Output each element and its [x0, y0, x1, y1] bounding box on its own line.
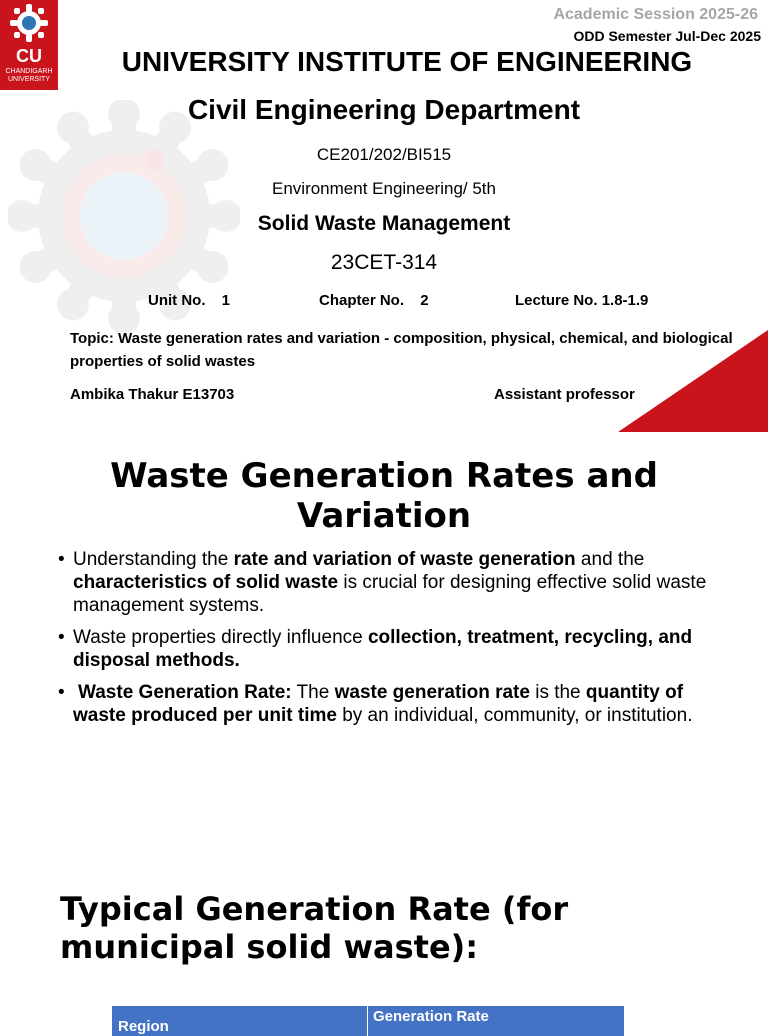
bullet-item: • Waste properties directly influence collection, treatment, recycling, and disposal methods. [58, 627, 693, 671]
bullet-item: • Waste Generation Rate: The waste generation rate is the quantity of waste produced per unit time by an individual, community, or institution. [58, 682, 693, 726]
slide-heading: Waste Generation Rates and Variation [110, 456, 658, 536]
course-name: Solid Waste Management [257, 212, 511, 235]
subject-line: Environment Engineering/ 5th [272, 179, 496, 198]
institute-title: UNIVERSITY INSTITUTE OF ENGINEERING [121, 46, 693, 77]
lecture-topic: Topic: Waste generation rates and variation - composition, physical, chemical, and biological properties of solid wastes [70, 330, 733, 370]
content-slide [0, 432, 768, 1035]
bullet-dot-icon: • [58, 549, 65, 570]
academic-session: Academic Session 2025-26 [553, 6, 758, 23]
author-role: Assistant professor [494, 386, 635, 403]
table-column-divider [367, 1006, 368, 1036]
unit-value: 1 [221, 292, 231, 309]
chapter-number [319, 292, 429, 309]
bullet-list [58, 548, 718, 736]
chapter-label: Chapter No. [319, 292, 405, 309]
course-code: 23CET-314 [330, 251, 438, 274]
table-header-region: Region [118, 1018, 169, 1035]
logo-subtext: CHANDIGARH UNIVERSITY [5, 68, 53, 83]
bullet-dot-icon: • [58, 682, 65, 703]
unit-number [148, 292, 230, 309]
logo-text: CU [16, 46, 42, 66]
generation-rate-table [112, 1006, 624, 1036]
department-title: Civil Engineering Department [187, 94, 581, 125]
author-name: Ambika Thakur E13703 [70, 386, 235, 403]
semester-label: ODD Semester Jul-Dec 2025 [573, 28, 761, 44]
lecture-value: 1.8-1.9 [601, 292, 649, 309]
section-heading: Typical Generation Rate (for municipal solid waste): [60, 890, 569, 966]
gear-emblem-icon [0, 0, 58, 46]
lecture-label: Lecture No. [515, 292, 598, 309]
bullet-item: • Understanding the rate and variation of waste generation and the characteristics of solid waste is crucial for designing effective solid waste management systems. [58, 549, 707, 616]
unit-label: Unit No. [148, 292, 206, 309]
title-slide [0, 0, 768, 432]
chapter-value: 2 [420, 292, 429, 309]
table-header-generation-rate: Generation Rate [373, 1008, 489, 1025]
lecture-number [515, 292, 648, 309]
course-codes: CE201/202/BI515 [316, 145, 452, 164]
bullet-dot-icon: • [58, 627, 65, 648]
